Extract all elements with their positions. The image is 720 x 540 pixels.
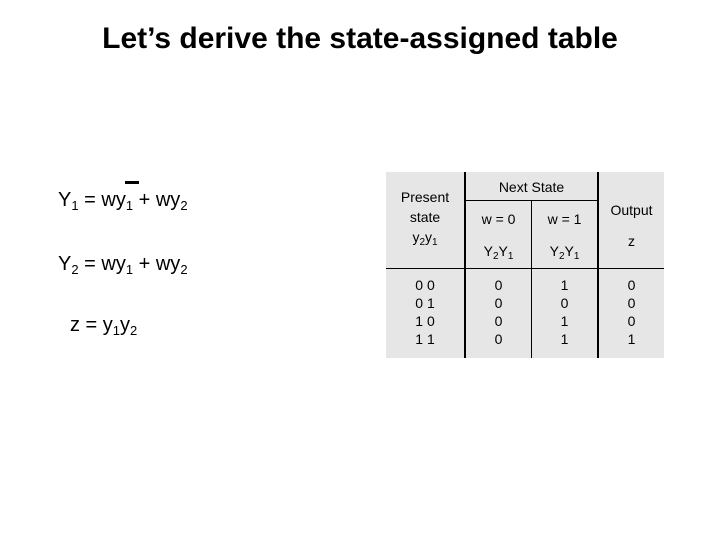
table-cell: 1	[627, 331, 636, 347]
eq2-lhs-sub: 2	[71, 262, 79, 277]
state-table	[386, 172, 664, 358]
present-var-y1-sub: 1	[432, 237, 438, 248]
eq1-lhs: Y	[58, 189, 72, 211]
next-state-header: Next State	[498, 179, 565, 195]
eq2-term1-sub: 1	[125, 262, 134, 277]
table-cell: 0	[627, 277, 636, 293]
eq3-term2-sub: 2	[130, 323, 138, 338]
eq2-term2-sub: 2	[180, 262, 188, 277]
table-cell: 0	[494, 331, 503, 347]
equation-y1	[58, 189, 188, 213]
divider-header	[386, 268, 664, 269]
w0-header: w = 0	[481, 211, 516, 227]
present-state-column	[386, 276, 464, 348]
table-cell: 0 0	[415, 277, 435, 293]
w0-column	[466, 276, 531, 348]
table-cell: 1	[560, 331, 569, 347]
present-state-header	[386, 189, 464, 248]
present-var-label	[386, 229, 464, 248]
output-var-label: z	[628, 233, 635, 249]
w1-var-label	[532, 243, 597, 262]
w1-column	[532, 276, 597, 348]
output-column	[599, 276, 664, 348]
eq2-lhs: Y	[58, 253, 72, 275]
eq3-term2: y	[120, 314, 131, 336]
table-cell: 0	[627, 295, 636, 311]
eq3-op: =	[80, 314, 103, 336]
table-cell: 0 1	[415, 295, 435, 311]
complement-bar	[125, 181, 139, 184]
w1-var-Y2: Y	[549, 243, 559, 259]
table-cell: 1	[560, 277, 569, 293]
eq2-op: =	[78, 253, 102, 275]
table-cell: 1 0	[415, 313, 435, 329]
eq1-term1: wy	[101, 189, 126, 211]
eq1-plus: +	[133, 189, 156, 211]
divider-next-state	[466, 200, 597, 201]
eq2-term2: wy	[155, 253, 181, 275]
w1-header: w = 1	[547, 211, 582, 227]
eq2-plus: +	[133, 253, 156, 275]
table-cell: 0	[494, 277, 503, 293]
w1-var-Y1: Y	[564, 243, 574, 259]
table-cell: 0	[627, 313, 636, 329]
eq1-lhs-sub: 1	[71, 198, 79, 213]
w0-var-Y1-sub: 1	[507, 251, 514, 262]
w0-var-label	[466, 243, 531, 262]
output-header: Output	[610, 202, 653, 218]
w0-var-Y2: Y	[483, 243, 493, 259]
table-cell: 0	[494, 313, 503, 329]
equation-y2	[58, 253, 188, 277]
table-cell: 1	[560, 313, 569, 329]
present-var-y2-sub: 2	[419, 237, 425, 248]
present-var-y1: y	[425, 229, 432, 245]
state-label: state	[409, 209, 441, 225]
eq1-op: =	[78, 189, 102, 211]
present-var-y2: y	[412, 229, 420, 245]
eq1-term2: wy	[155, 189, 181, 211]
eq1-term2-sub: 2	[180, 198, 188, 213]
w0-var-Y2-sub: 2	[492, 251, 499, 262]
present-label: Present	[400, 189, 450, 205]
equation-z	[70, 314, 138, 338]
w1-var-Y1-sub: 1	[573, 251, 580, 262]
table-cell: 0	[560, 295, 569, 311]
eq2-term1: wy	[101, 253, 126, 275]
table-cell: 0	[494, 295, 503, 311]
w0-var-Y1: Y	[498, 243, 508, 259]
eq3-term1: y	[102, 314, 113, 336]
eq3-lhs: z	[70, 314, 80, 336]
eq1-term1-sub: 1	[125, 198, 134, 213]
w1-var-Y2-sub: 2	[558, 251, 565, 262]
eq3-term1-sub: 1	[112, 323, 121, 338]
slide-title: Let’s derive the state-assigned table	[102, 22, 618, 55]
table-cell: 1 1	[415, 331, 435, 347]
